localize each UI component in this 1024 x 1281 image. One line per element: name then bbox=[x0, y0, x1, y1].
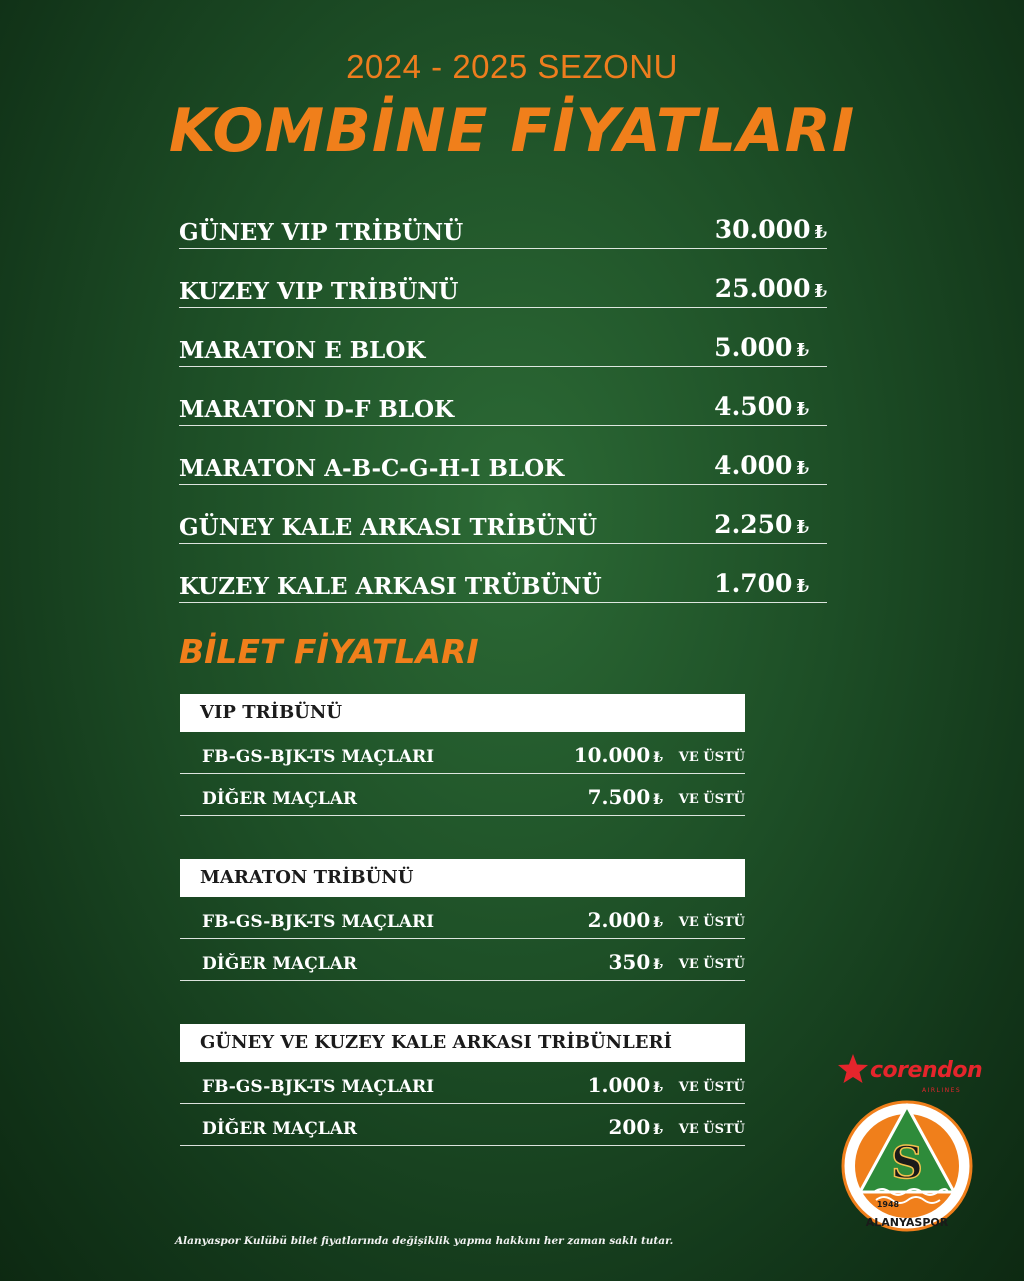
lira-symbol: ₺ bbox=[814, 222, 827, 243]
price-note: VE ÜSTÜ bbox=[678, 750, 745, 765]
match-type-label: FB-GS-BJK-TS MAÇLARI bbox=[202, 747, 435, 767]
section-heading: GÜNEY VE KUZEY KALE ARKASI TRİBÜNLERİ bbox=[180, 1024, 745, 1062]
kombine-price-list bbox=[179, 190, 827, 603]
kombine-price: 30.000 ₺ bbox=[714, 215, 827, 244]
ticket-price: 350 ₺ bbox=[608, 950, 663, 974]
crest-name: ALANYASPOR bbox=[865, 1216, 949, 1229]
lira-symbol: ₺ bbox=[653, 750, 663, 766]
bilet-row bbox=[180, 939, 745, 981]
crest-letter: S bbox=[891, 1138, 923, 1189]
kombine-row bbox=[179, 485, 827, 544]
kombine-stand-name: KUZEY KALE ARKASI TRÜBÜNÜ bbox=[179, 573, 602, 600]
price-note: VE ÜSTÜ bbox=[678, 1122, 745, 1137]
bilet-row bbox=[180, 774, 745, 816]
lira-symbol: ₺ bbox=[653, 915, 663, 931]
kombine-price: 2.250 ₺ bbox=[714, 510, 809, 539]
kombine-stand-name: MARATON E BLOK bbox=[179, 337, 426, 364]
match-type-label: DİĞER MAÇLAR bbox=[202, 954, 358, 974]
kombine-price: 4.500 ₺ bbox=[714, 392, 809, 421]
ticket-price: 200 ₺ bbox=[608, 1115, 663, 1139]
price-note: VE ÜSTÜ bbox=[678, 915, 745, 930]
bilet-row bbox=[180, 1062, 745, 1104]
price-note: VE ÜSTÜ bbox=[678, 792, 745, 807]
lira-symbol: ₺ bbox=[653, 1122, 663, 1138]
lira-symbol: ₺ bbox=[796, 576, 809, 597]
disclaimer: Alanyaspor Kulübü bilet fiyatlarında değişiklik yapma hakkını her zaman saklı tutar. bbox=[175, 1235, 674, 1247]
bilet-section-kale-arkasi bbox=[180, 1024, 745, 1146]
kombine-stand-name: MARATON A-B-C-G-H-I BLOK bbox=[179, 455, 565, 482]
sponsor-logo bbox=[836, 1050, 983, 1100]
section-heading: VIP TRİBÜNÜ bbox=[180, 694, 745, 732]
ticket-price: 10.000 ₺ bbox=[573, 743, 663, 767]
price-note: VE ÜSTÜ bbox=[678, 957, 745, 972]
lira-symbol: ₺ bbox=[653, 957, 663, 973]
kombine-price: 25.000 ₺ bbox=[714, 274, 827, 303]
lira-symbol: ₺ bbox=[796, 399, 809, 420]
kombine-row bbox=[179, 190, 827, 249]
kombine-price: 1.700 ₺ bbox=[714, 569, 809, 598]
crest-year: 1948 bbox=[876, 1200, 900, 1209]
lira-symbol: ₺ bbox=[653, 1080, 663, 1096]
lira-symbol: ₺ bbox=[796, 458, 809, 479]
lira-symbol: ₺ bbox=[814, 281, 827, 302]
lira-symbol: ₺ bbox=[796, 340, 809, 361]
sponsor-sub: AIRLINES bbox=[922, 1087, 962, 1094]
kombine-row bbox=[179, 249, 827, 308]
kombine-stand-name: KUZEY VIP TRİBÜNÜ bbox=[179, 278, 459, 305]
kombine-row bbox=[179, 544, 827, 603]
kombine-row bbox=[179, 426, 827, 485]
ticket-price: 1.000 ₺ bbox=[587, 1073, 663, 1097]
ticket-price: 2.000 ₺ bbox=[587, 908, 663, 932]
club-crest-icon bbox=[836, 1100, 978, 1232]
kombine-stand-name: GÜNEY KALE ARKASI TRİBÜNÜ bbox=[179, 514, 598, 541]
bilet-row bbox=[180, 732, 745, 774]
page-title: KOMBİNE FİYATLARI bbox=[168, 96, 856, 166]
bilet-section-maraton bbox=[180, 859, 745, 981]
club-logo bbox=[836, 1100, 978, 1232]
lira-symbol: ₺ bbox=[653, 792, 663, 808]
bilet-section-title: BİLET FİYATLARI bbox=[179, 632, 479, 671]
sponsor-name: corendon bbox=[870, 1058, 983, 1083]
match-type-label: FB-GS-BJK-TS MAÇLARI bbox=[202, 912, 435, 932]
match-type-label: FB-GS-BJK-TS MAÇLARI bbox=[202, 1077, 435, 1097]
kombine-row bbox=[179, 367, 827, 426]
price-note: VE ÜSTÜ bbox=[678, 1080, 745, 1095]
kombine-price: 4.000 ₺ bbox=[714, 451, 809, 480]
bilet-row bbox=[180, 1104, 745, 1146]
kombine-stand-name: GÜNEY VIP TRİBÜNÜ bbox=[179, 219, 464, 246]
match-type-label: DİĞER MAÇLAR bbox=[202, 1119, 358, 1139]
kombine-row bbox=[179, 308, 827, 367]
bilet-row bbox=[180, 897, 745, 939]
kombine-stand-name: MARATON D-F BLOK bbox=[179, 396, 455, 423]
match-type-label: DİĞER MAÇLAR bbox=[202, 789, 358, 809]
kombine-price: 5.000 ₺ bbox=[714, 333, 809, 362]
ticket-price: 7.500 ₺ bbox=[587, 785, 663, 809]
season-subtitle: 2024 - 2025 SEZONU bbox=[346, 48, 678, 85]
bilet-section-vip bbox=[180, 694, 745, 816]
lira-symbol: ₺ bbox=[796, 517, 809, 538]
star-icon bbox=[836, 1052, 870, 1086]
section-heading: MARATON TRİBÜNÜ bbox=[180, 859, 745, 897]
